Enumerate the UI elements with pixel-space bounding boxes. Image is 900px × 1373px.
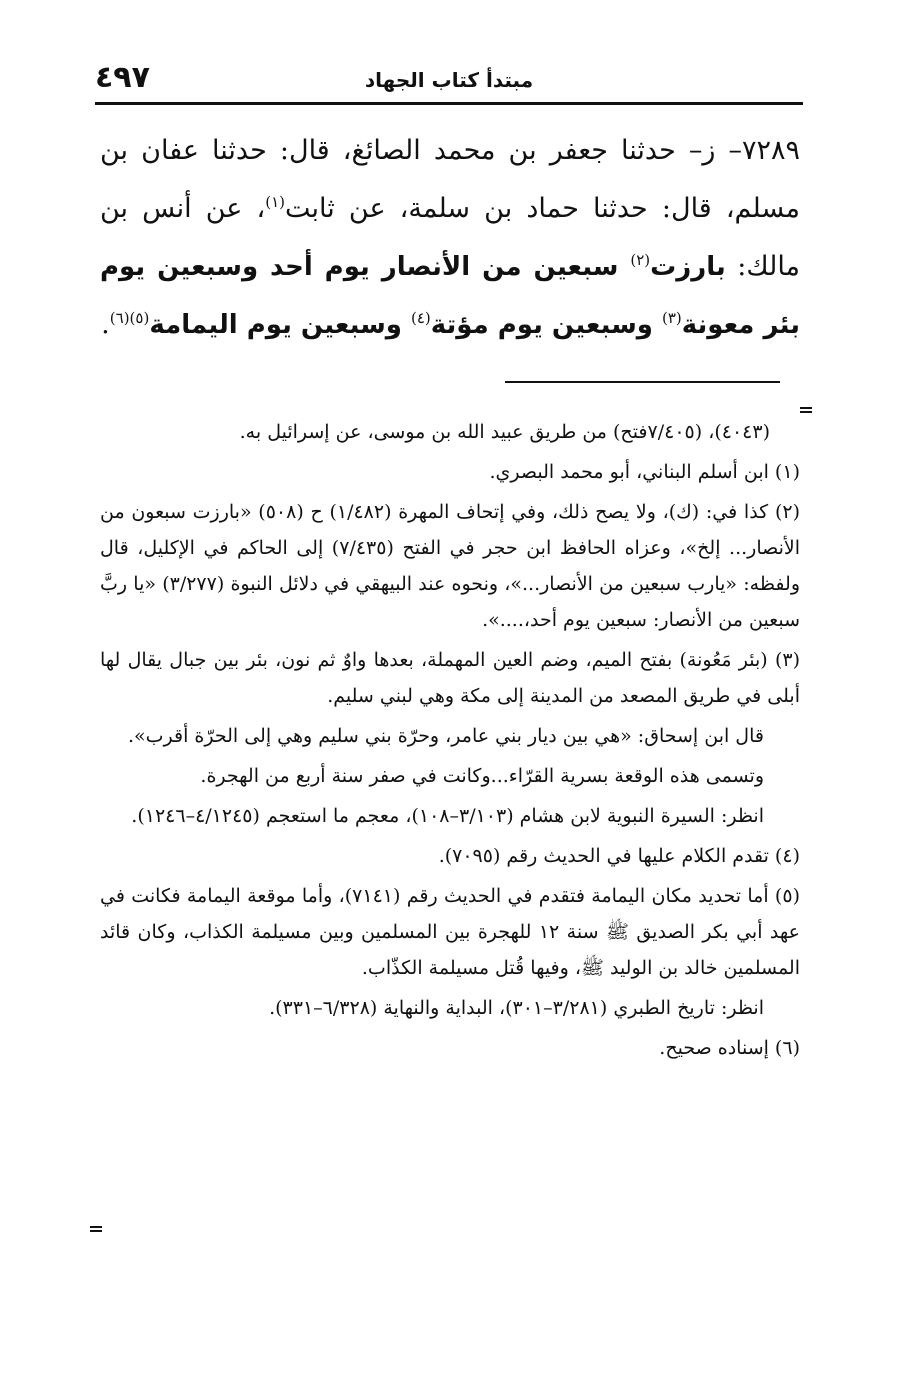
hadith-matn-c: وسبعين يوم مؤتة xyxy=(430,310,662,340)
running-title: مبتدأ كتاب الجهاد xyxy=(364,68,534,92)
footnote-1: (١) ابن أسلم البناني، أبو محمد البصري. xyxy=(489,461,800,483)
footnote-3-reference: انظر: السيرة النبوية لابن هشام (٣/١٠٣–١٠٨)، معجم ما استعجم (٤/١٢٤٥–١٢٤٦). xyxy=(131,805,764,827)
footnote-divider xyxy=(505,381,780,383)
hadith-text xyxy=(100,122,800,354)
footnote-continuation: (٤٠٤٣)، (٧/٤٠٥فتح) من طريق عبيد الله بن موسى، عن إسرائيل به. xyxy=(239,421,770,443)
footnote-5-reference: انظر: تاريخ الطبري (٣/٢٨١–٣٠١)، البداية والنهاية (٦/٣٢٨–٣٣١). xyxy=(269,997,764,1019)
hadith-end: . xyxy=(101,309,110,340)
footnote-ref-1: (١) xyxy=(265,193,286,211)
footnotes xyxy=(100,414,800,1070)
hadith-isnad-end: ، عن أنس بن مالك: xyxy=(100,193,801,282)
continuation-mark-top xyxy=(800,407,812,409)
footnote-3-quote: قال ابن إسحاق: «هي بين ديار بني عامر، وحرّة بني سليم وهي إلى الحرّة أقرب». xyxy=(127,725,764,747)
footnote-3-name: وتسمى هذه الوقعة بسرية القرّاء...وكانت في صفر سنة أربع من الهجرة. xyxy=(200,765,764,787)
footnote-4: (٤) تقدم الكلام عليها في الحديث رقم (٧٠٩٥). xyxy=(438,845,800,867)
header-rule xyxy=(95,102,803,105)
hadith-matn-a: بارزت xyxy=(650,252,726,282)
hadith-matn-b: سبعين من الأنصار يوم أحد وسبعين يوم بئر معونة xyxy=(100,252,800,340)
continuation-mark-bottom xyxy=(90,1226,102,1228)
footnote-2: (٢) كذا في: (ك)، ولا يصح ذلك، وفي إتحاف المهرة (١/٤٨٢) ح (٥٠٨) «بارزت سبعون من الأنصار... إلخ»، وعزاه الحافظ ابن حجر في الفتح (٧/٤٣٥) إلى الحاكم في الإكليل، قال ولفظه: «يارب سبعين من الأنصار...»، ونحوه عند البيهقي في دلائل النبوة (٣/٢٧٧) «يا ربَّ سبعين من الأنصار: سبعين يوم أحد،....». xyxy=(100,501,800,631)
footnote-ref-4: (٤) xyxy=(410,309,431,327)
page-header xyxy=(95,58,803,102)
footnote-ref-5: (٥) xyxy=(129,309,150,327)
footnote-ref-2: (٢) xyxy=(630,251,651,269)
footnote-5: (٥) أما تحديد مكان اليمامة فتقدم في الحديث رقم (٧١٤١)، وأما موقعة اليمامة فكانت في عهد أبي بكر الصديق ﷺ سنة ١٢ للهجرة بين المسلمين وبين مسيلمة الكذاب، وكان قائد المسلمين خالد بن الوليد ﷺ، وفيها قُتل مسيلمة الكذّاب. xyxy=(100,885,800,979)
page-number: ٤٩٧ xyxy=(95,60,150,95)
hadith-matn-d: وسبعين يوم اليمامة xyxy=(149,310,411,340)
footnote-ref-3: (٣) xyxy=(662,309,682,327)
footnote-3: (٣) (بئر مَعُونة) بفتح الميم، وضم العين المهملة، بعدها واوٌ ثم نون، بئر بين جبال يقال لها أبلى في طريق المصعد من المدينة إلى مكة وهي لبني سليم. xyxy=(100,649,800,707)
footnote-6: (٦) إسناده صحيح. xyxy=(659,1037,800,1059)
hadith-isnad: ٧٢٨٩– ز– حدثنا جعفر بن محمد الصائغ، قال: حدثنا عفان بن مسلم، قال: حدثنا حماد بن سلمة، عن ثابت xyxy=(100,135,800,224)
footnote-ref-6: (٦) xyxy=(109,309,130,327)
